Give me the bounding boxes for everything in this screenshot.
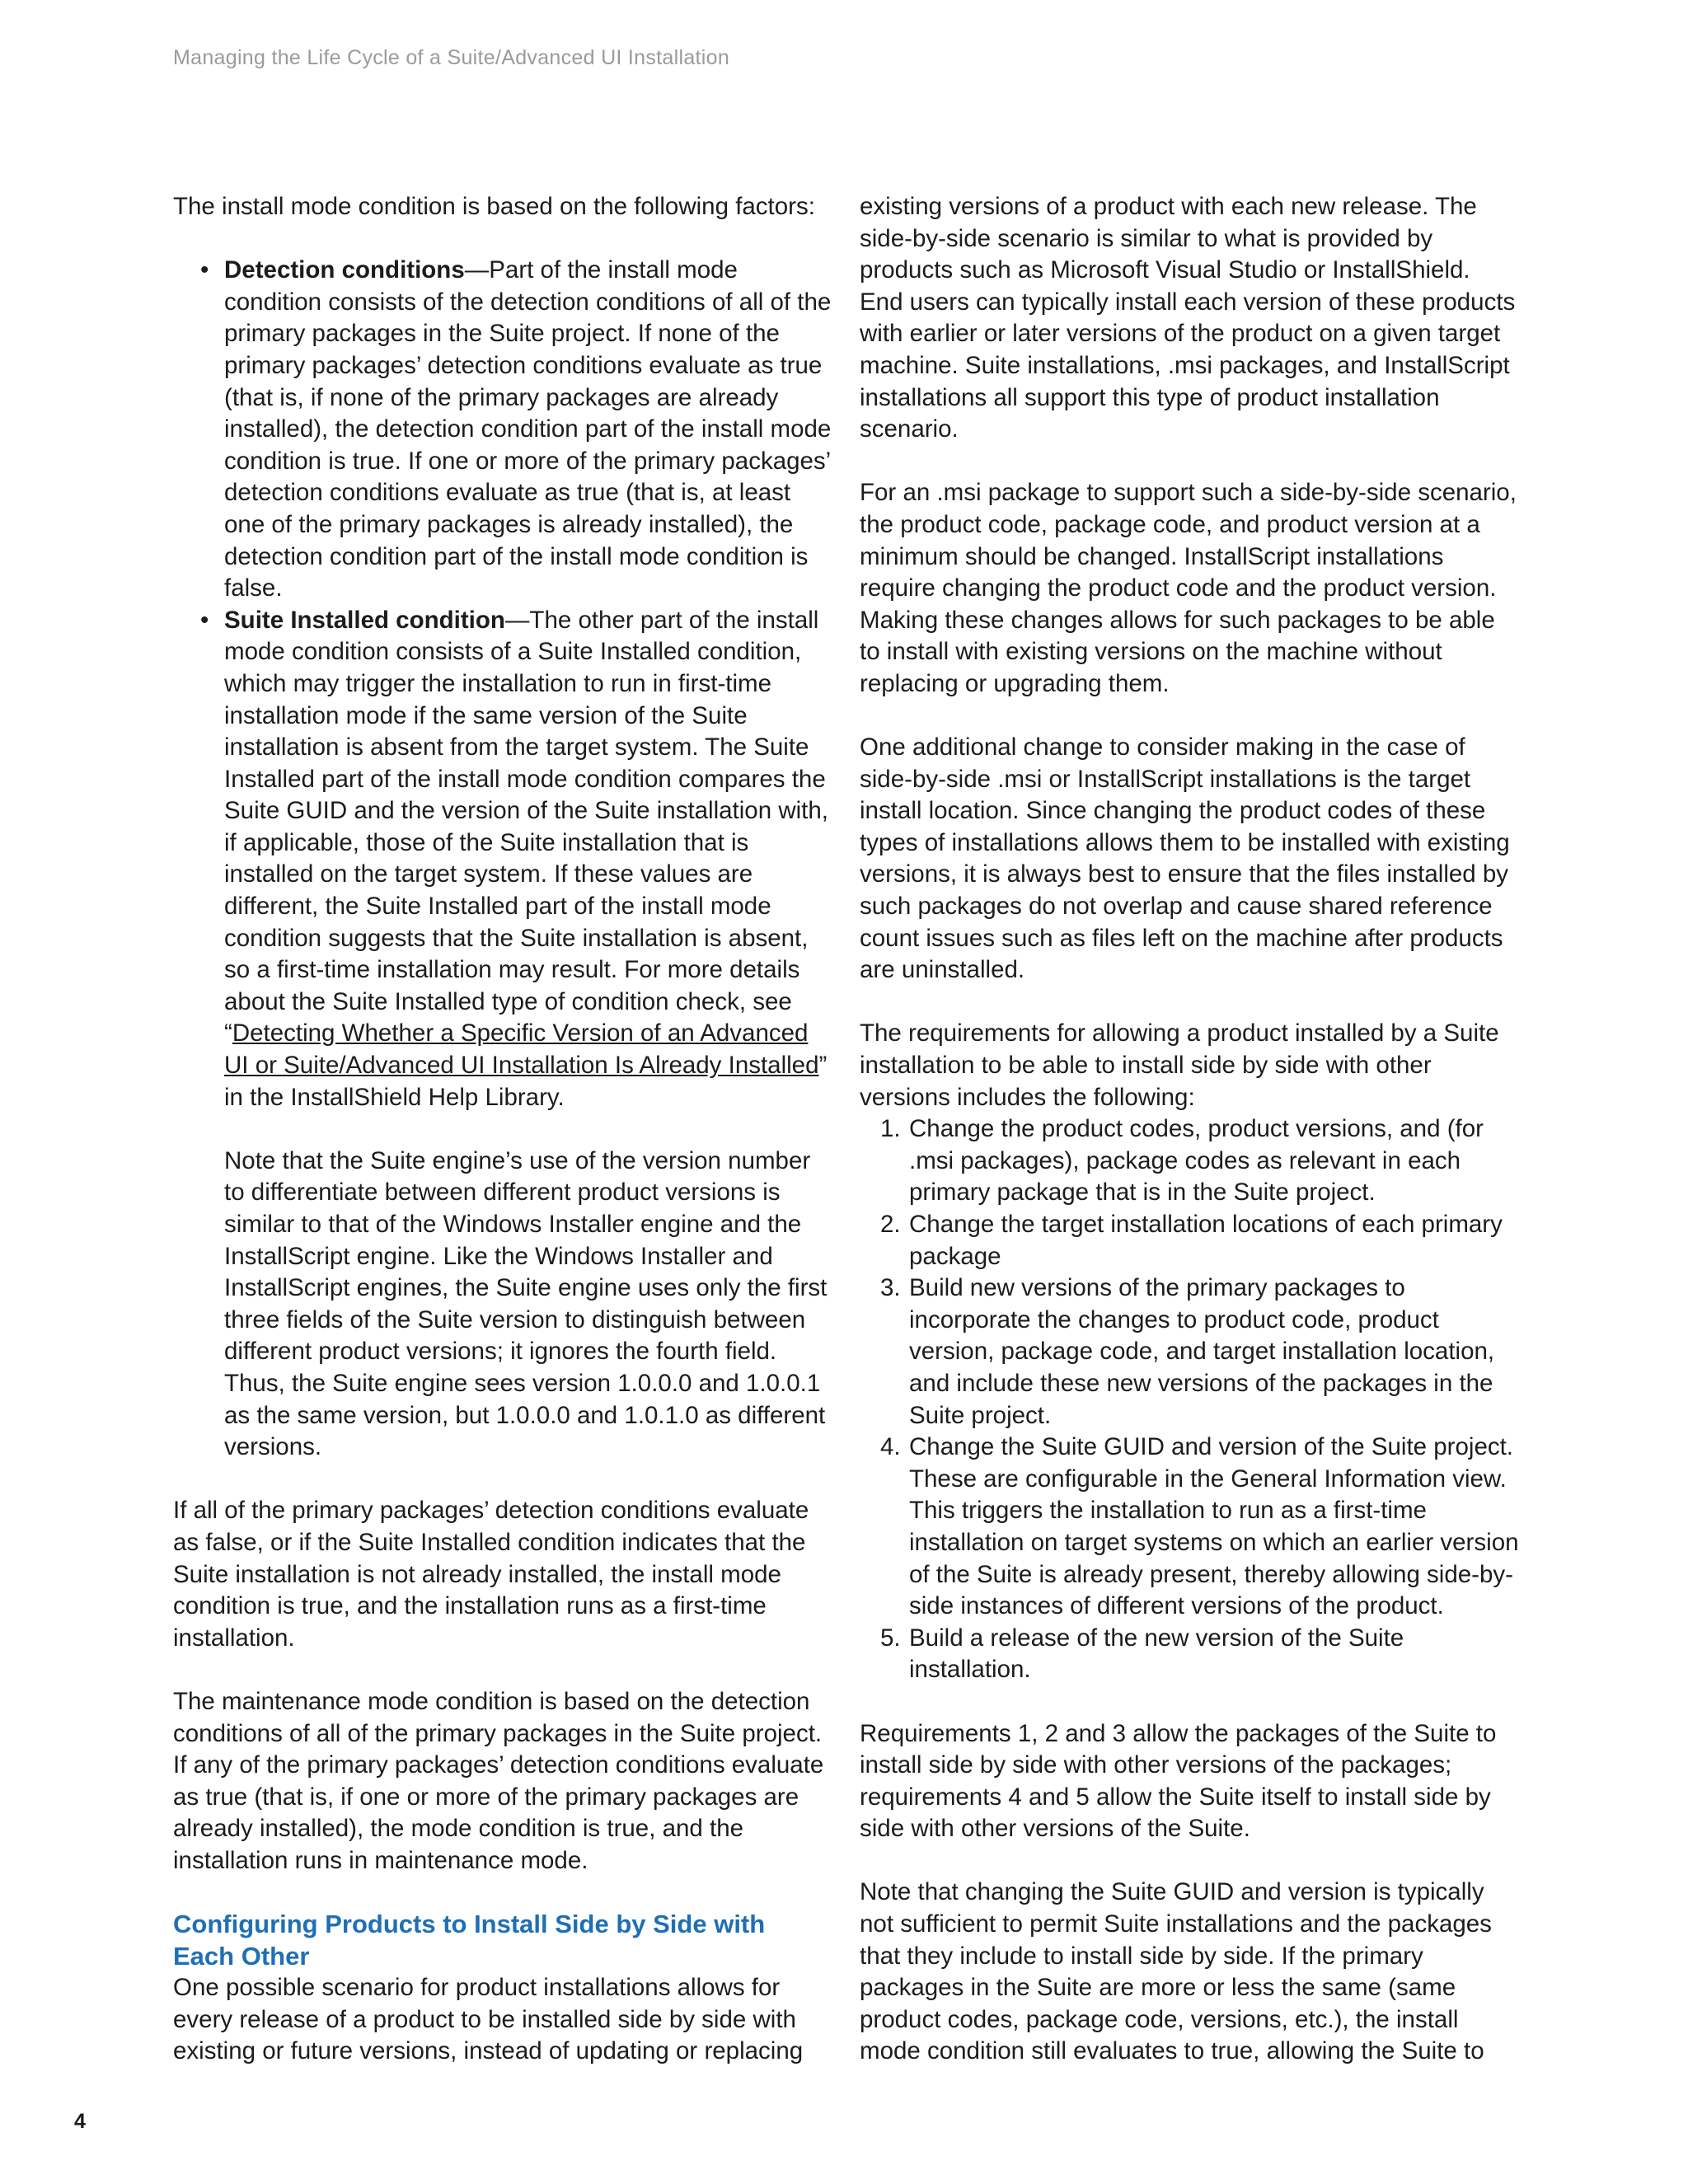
help-library-link[interactable]: Detecting Whether a Specific Version of an Advanced UI or Suite/Advanced UI Installation Is Already Installed xyxy=(224,1019,819,1080)
right-column xyxy=(860,191,1519,2068)
step-number: 1. xyxy=(880,1115,901,1143)
side-by-side-scenario-paragraph: One possible scenario for product installations allows for every release of a product to be installed side by side with existing or future versions, instead of updating or replacing xyxy=(173,1974,804,2065)
left-column xyxy=(173,191,832,2068)
version-number-note: Note that the Suite engine’s use of the version number to differentiate between different product versions is similar to that of the Windows Installer engine and the InstallScript engine. Like the Windows Installer and InstallScript engines, the Suite engine uses only the first three fields of the Suite version to distinguish between different product versions; it ignores the fourth field. Thus, the Suite engine sees version 1.0.0.0 and 1.0.0.1 as the same version, but 1.0.0.0 and 1.0.1.0 as different versions. xyxy=(224,1146,828,1461)
list-item-requirement-4 xyxy=(860,1432,1519,1623)
first-time-paragraph: If all of the primary packages’ detection conditions evaluate as false, or if the Suite Installed condition indicates that the Suite installation is not already installed, the install mode condition is true, and the installation runs as a first-time installation. xyxy=(173,1497,809,1652)
running-header: Managing the Life Cycle of a Suite/Advanced UI Installation xyxy=(173,46,730,69)
step-number: 3. xyxy=(880,1274,901,1302)
bullet-marker: • xyxy=(200,606,209,634)
term-detection-conditions: Detection conditions xyxy=(224,256,465,284)
step-text: Change the Suite GUID and version of the Suite project. These are configurable in the General Information view. This triggers the installation to run as a first-time installation on target systems on which an earlier version of the Suite is already present, thereby allowing side-by-side instances of different versions of the product. xyxy=(909,1433,1519,1620)
install-location-paragraph: One additional change to consider making in the case of side-by-side .msi or InstallScript installations is the target install location. Since changing the product codes of these types of installations allows them to be installed with existing versions, it is always best to ensure that the files installed by such packages do not overlap and cause shared reference count issues such as files left on the machine after products are uninstalled. xyxy=(860,733,1510,984)
msi-package-paragraph: For an .msi package to support such a side-by-side scenario, the product code, package code, and product version at a minimum should be changed. InstallScript installations require changing the product code and the product version. Making these changes allows for such packages to be able to install with existing versions on the machine without replacing or upgrading them. xyxy=(860,479,1517,697)
install-mode-intro: The install mode condition is based on the following factors: xyxy=(173,193,815,220)
list-item-requirement-5 xyxy=(860,1623,1519,1686)
detection-conditions-text: —Part of the install mode condition consists of the detection conditions of all of the primary packages in the Suite project. If none of the primary packages’ detection conditions evaluate as true (that is, if none of the primary packages are already installed), the detection condition part of the install mode condition is true. If one or more of the primary packages’ detection conditions evaluate as true (that is, at least one of the primary packages is already installed), the detection condition part of the install mode condition is false. xyxy=(224,256,832,602)
requirements-summary-paragraph: Requirements 1, 2 and 3 allow the packages of the Suite to install side by side with other versions of the packages; requirements 4 and 5 allow the Suite itself to install side by side with other versions of the Suite. xyxy=(860,1719,1497,1843)
maintenance-mode-paragraph: The maintenance mode condition is based on the detection conditions of all of the primary packages in the Suite project. If any of the primary packages’ detection conditions evaluate as true (that is, if one or more of the primary packages are already installed), the mode condition is true, and the installation runs in maintenance mode. xyxy=(173,1687,824,1874)
requirements-intro-paragraph: The requirements for allowing a product installed by a Suite installation to be able to install side by side with other versions includes the following: xyxy=(860,1019,1499,1111)
install-mode-factors-list xyxy=(173,255,832,1113)
requirements-list xyxy=(860,1113,1519,1686)
list-item-requirement-1 xyxy=(860,1113,1519,1209)
suite-installed-condition-text: —The other part of the install mode condition consists of a Suite Installed condition, which may trigger the installation to run in first-time installation mode if the same version of the Suite installation is absent from the target system. The Suite Installed part of the install mode condition compares the Suite GUID and the version of the Suite installation with, if applicable, those of the Suite installation that is installed on the target system. If these values are different, the Suite Installed part of the install mode condition suggests that the Suite installation is absent, so a first-time installation may result. For more details about the Suite Installed type of condition check, see “ xyxy=(224,606,828,1047)
step-number: 5. xyxy=(880,1624,901,1652)
step-text: Change the target installation locations of each primary package xyxy=(909,1211,1503,1270)
section-heading-side-by-side: Configuring Products to Install Side by Side with Each Other xyxy=(173,1910,766,1971)
step-text: Build a release of the new version of the Suite installation. xyxy=(909,1624,1404,1684)
step-number: 2. xyxy=(880,1211,901,1238)
page-number: 4 xyxy=(74,2110,86,2133)
help-library-suffix: ” in the InstallShield Help Library. xyxy=(224,1052,828,1111)
list-item-requirement-2 xyxy=(860,1209,1519,1272)
bullet-marker: • xyxy=(200,256,209,284)
step-text: Change the product codes, product versions, and (for .msi packages), package codes as relevant in each primary package that is in the Suite project. xyxy=(909,1115,1484,1207)
step-text: Build new versions of the primary packages to incorporate the changes to product code, product version, package code, and target installation location, and include these new versions of the packages in the Suite project. xyxy=(909,1274,1495,1429)
list-item-requirement-3 xyxy=(860,1272,1519,1432)
term-suite-installed-condition: Suite Installed condition xyxy=(224,606,505,634)
step-number: 4. xyxy=(880,1433,901,1461)
list-item-suite-installed-condition xyxy=(173,605,832,1114)
side-by-side-continued-paragraph: existing versions of a product with each new release. The side-by-side scenario is similar to what is provided by products such as Microsoft Visual Studio or InstallShield. End users can typically install each version of these products with earlier or later versions of the product on a given target machine. Suite installations, .msi packages, and InstallScript installations all support this type of product installation scenario. xyxy=(860,193,1516,443)
suite-guid-note-paragraph: Note that changing the Suite GUID and version is typically not sufficient to permit Suite installations and the packages that they include to install side by side. If the primary packages in the Suite are more or less the same (same product codes, package code, versions, etc.), the install mode condition still evaluates to true, allowing the Suite to xyxy=(860,1878,1492,2065)
list-item-detection-conditions xyxy=(173,255,832,605)
